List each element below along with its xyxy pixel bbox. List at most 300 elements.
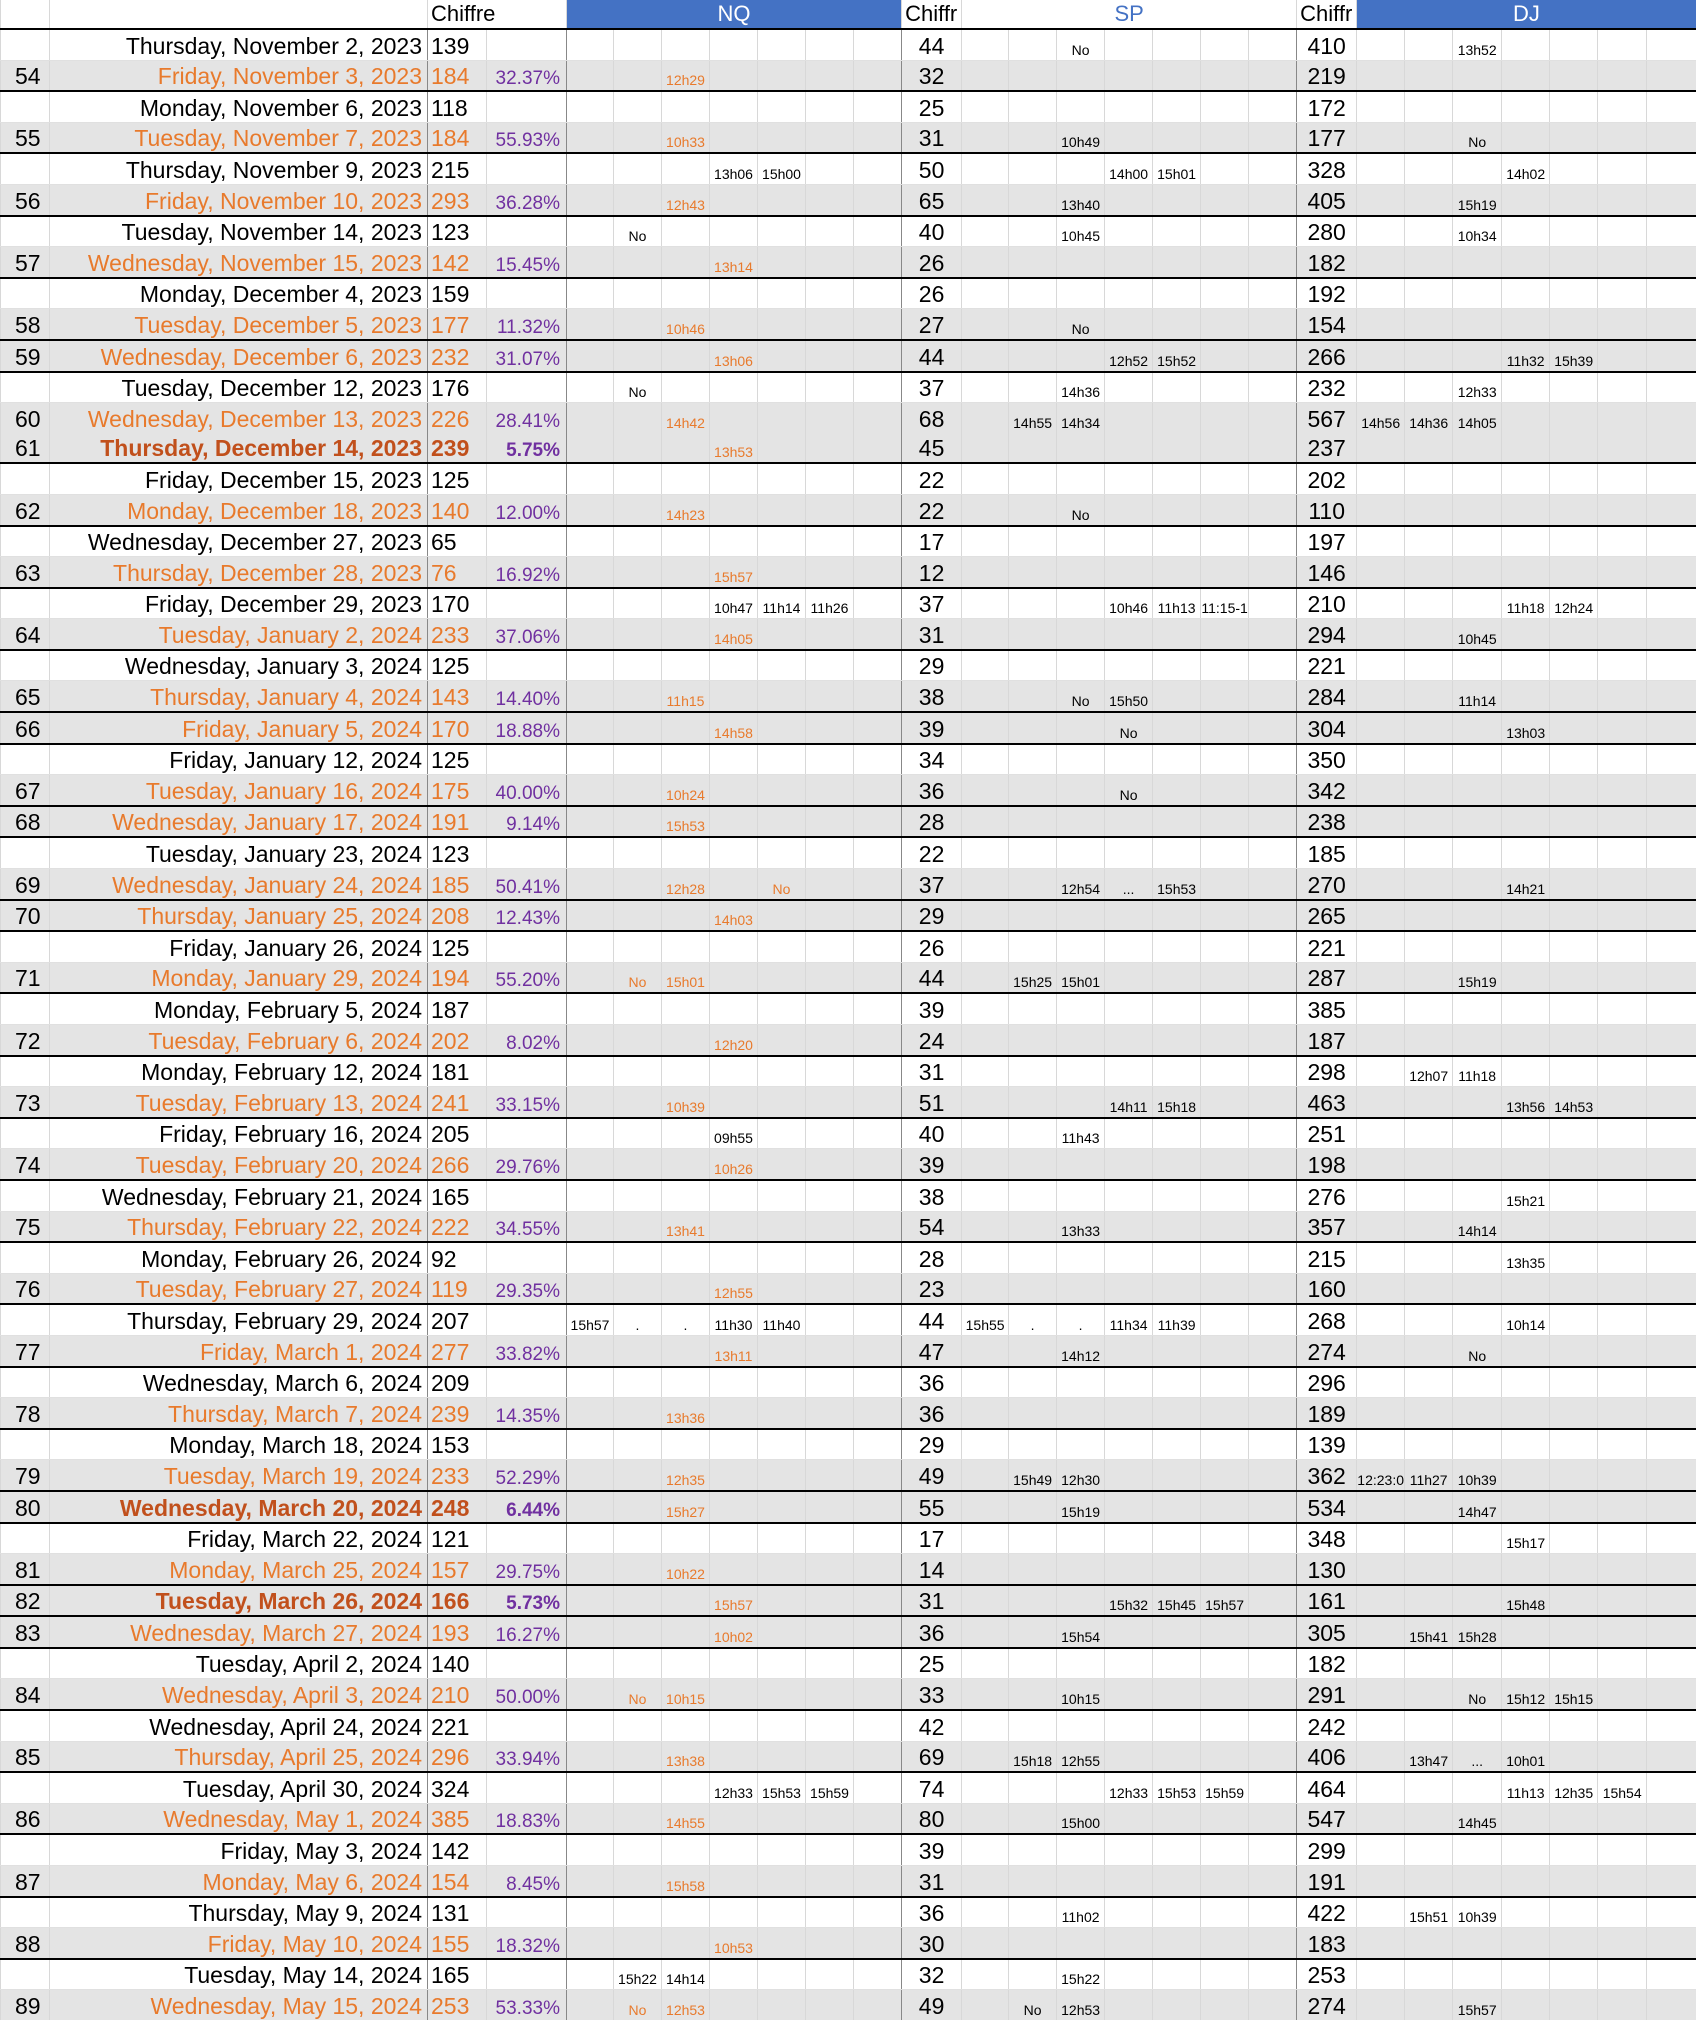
dj-time-cell[interactable] <box>1502 1648 1550 1679</box>
sp-time-cell[interactable] <box>1105 122 1153 153</box>
nq-time-cell[interactable] <box>662 1056 710 1087</box>
sp-time-cell[interactable] <box>962 993 1009 1024</box>
sp-chiffre-cell[interactable]: 38 <box>902 681 962 712</box>
sp-time-cell[interactable] <box>962 153 1009 184</box>
dj-chiffre-cell[interactable]: 185 <box>1297 837 1357 868</box>
sp-time-cell[interactable] <box>1201 1710 1249 1741</box>
sp-time-cell[interactable] <box>1201 962 1249 993</box>
sp-chiffre-cell[interactable]: 74 <box>902 1772 962 1803</box>
percent-cell[interactable]: 55.20% <box>487 962 567 993</box>
sp-time-cell[interactable] <box>962 1959 1009 1990</box>
percent-cell[interactable]: 31.07% <box>487 340 567 372</box>
sp-time-cell[interactable] <box>962 1335 1009 1366</box>
row-number-cell[interactable]: 80 <box>1 1491 50 1523</box>
dj-time-cell[interactable] <box>1502 1367 1550 1398</box>
dj-chiffre-cell[interactable]: 198 <box>1297 1149 1357 1180</box>
sp-time-cell[interactable] <box>1057 1554 1105 1585</box>
dj-time-cell[interactable] <box>1357 184 1405 215</box>
dj-time-cell[interactable] <box>1502 247 1550 278</box>
sp-time-cell[interactable] <box>1249 1304 1297 1335</box>
chiffre-cell[interactable]: 125 <box>428 744 487 775</box>
nq-time-cell[interactable]: 15h00 <box>758 153 806 184</box>
date-cell[interactable]: Thursday, December 14, 2023 <box>50 433 428 464</box>
dj-chiffre-cell[interactable]: 187 <box>1297 1025 1357 1056</box>
sp-time-cell[interactable] <box>1249 1367 1297 1398</box>
sp-time-cell[interactable] <box>1153 806 1201 838</box>
dj-time-cell[interactable] <box>1502 1866 1550 1897</box>
nq-time-cell[interactable] <box>806 278 854 309</box>
chiffre-cell[interactable]: 166 <box>428 1585 487 1617</box>
nq-time-cell[interactable]: 12h29 <box>662 60 710 91</box>
nq-time-cell[interactable] <box>758 681 806 712</box>
nq-time-cell[interactable] <box>758 1959 806 1990</box>
sp-time-cell[interactable] <box>1105 1335 1153 1366</box>
percent-cell[interactable] <box>487 1523 567 1554</box>
nq-time-cell[interactable] <box>806 1087 854 1118</box>
dj-time-cell[interactable] <box>1647 1554 1696 1585</box>
sp-time-cell[interactable]: 14h11 <box>1105 1087 1153 1118</box>
dj-time-cell[interactable] <box>1647 60 1696 91</box>
sp-time-cell[interactable] <box>1249 619 1297 650</box>
dj-time-cell[interactable] <box>1550 1803 1598 1834</box>
dj-time-cell[interactable] <box>1647 1648 1696 1679</box>
row-number-cell[interactable]: 70 <box>1 900 50 932</box>
sp-time-cell[interactable]: 14h34 <box>1057 403 1105 433</box>
dj-time-cell[interactable]: 15h51 <box>1405 1897 1453 1928</box>
percent-cell[interactable]: 9.14% <box>487 806 567 838</box>
nq-time-cell[interactable] <box>710 1990 758 2020</box>
sp-time-cell[interactable] <box>1153 372 1201 403</box>
dj-time-cell[interactable] <box>1647 184 1696 215</box>
row-number-cell[interactable] <box>1 1834 50 1865</box>
nq-time-cell[interactable] <box>758 1398 806 1429</box>
dj-time-cell[interactable]: 10h14 <box>1502 1304 1550 1335</box>
chiffre-cell[interactable]: 157 <box>428 1554 487 1585</box>
sp-time-cell[interactable] <box>1105 806 1153 838</box>
nq-time-cell[interactable] <box>710 806 758 838</box>
dj-time-cell[interactable] <box>1647 1803 1696 1834</box>
sp-time-cell[interactable] <box>1249 1585 1297 1617</box>
dj-chiffre-cell[interactable]: 287 <box>1297 962 1357 993</box>
nq-time-cell[interactable] <box>567 153 614 184</box>
row-number-cell[interactable] <box>1 1772 50 1803</box>
dj-time-cell[interactable] <box>1453 1928 1502 1959</box>
sp-time-cell[interactable] <box>1105 744 1153 775</box>
sp-time-cell[interactable] <box>1249 681 1297 712</box>
nq-time-cell[interactable]: No <box>614 1990 662 2020</box>
nq-time-cell[interactable] <box>567 1554 614 1585</box>
nq-time-cell[interactable] <box>567 1585 614 1617</box>
nq-time-cell[interactable] <box>614 837 662 868</box>
sp-time-cell[interactable] <box>1153 60 1201 91</box>
dj-time-cell[interactable] <box>1405 1772 1453 1803</box>
dj-time-cell[interactable] <box>1598 1180 1647 1211</box>
sp-chiffre-cell[interactable]: 49 <box>902 1460 962 1491</box>
nq-time-cell[interactable] <box>758 340 806 372</box>
row-number-cell[interactable]: 77 <box>1 1335 50 1366</box>
dj-time-cell[interactable] <box>1550 806 1598 838</box>
dj-chiffre-cell[interactable]: 139 <box>1297 1429 1357 1460</box>
sp-time-cell[interactable] <box>1201 60 1249 91</box>
nq-time-cell[interactable] <box>758 1803 806 1834</box>
sp-chiffre-cell[interactable]: 22 <box>902 463 962 494</box>
sp-time-cell[interactable] <box>1057 91 1105 122</box>
nq-time-cell[interactable] <box>758 309 806 340</box>
nq-time-cell[interactable]: 14h42 <box>662 403 710 433</box>
sp-time-cell[interactable] <box>1105 1710 1153 1741</box>
nq-time-cell[interactable] <box>614 619 662 650</box>
sp-time-cell[interactable] <box>1153 1429 1201 1460</box>
nq-time-cell[interactable] <box>758 775 806 806</box>
percent-cell[interactable] <box>487 1118 567 1149</box>
sp-time-cell[interactable] <box>962 712 1009 744</box>
dj-time-cell[interactable] <box>1502 1616 1550 1648</box>
sp-time-cell[interactable] <box>1201 216 1249 247</box>
dj-chiffre-cell[interactable]: 268 <box>1297 1304 1357 1335</box>
dj-time-cell[interactable] <box>1453 494 1502 525</box>
sp-time-cell[interactable]: . <box>1009 1304 1057 1335</box>
sp-time-cell[interactable] <box>1249 837 1297 868</box>
sp-time-cell[interactable] <box>1105 1180 1153 1211</box>
nq-time-cell[interactable] <box>662 1367 710 1398</box>
sp-time-cell[interactable] <box>1009 1616 1057 1648</box>
sp-time-cell[interactable] <box>962 588 1009 619</box>
sp-time-cell[interactable] <box>1201 1180 1249 1211</box>
dj-time-cell[interactable] <box>1405 1118 1453 1149</box>
sp-time-cell[interactable] <box>1057 806 1105 838</box>
sp-chiffre-cell[interactable]: 29 <box>902 900 962 932</box>
percent-cell[interactable]: 33.94% <box>487 1741 567 1772</box>
dj-time-cell[interactable]: No <box>1453 1335 1502 1366</box>
sp-time-cell[interactable] <box>1153 1056 1201 1087</box>
dj-time-cell[interactable] <box>1647 372 1696 403</box>
sp-time-cell[interactable] <box>1105 433 1153 464</box>
sp-time-cell[interactable] <box>1249 1087 1297 1118</box>
nq-time-cell[interactable] <box>662 153 710 184</box>
nq-time-cell[interactable] <box>854 1928 902 1959</box>
dj-time-cell[interactable] <box>1598 1211 1647 1242</box>
sp-time-cell[interactable] <box>1201 557 1249 588</box>
sp-time-cell[interactable] <box>1249 463 1297 494</box>
sp-chiffre-cell[interactable]: 30 <box>902 1928 962 1959</box>
sp-time-cell[interactable] <box>1057 340 1105 372</box>
date-cell[interactable]: Tuesday, May 14, 2024 <box>50 1959 428 1990</box>
dj-time-cell[interactable] <box>1647 993 1696 1024</box>
dj-time-cell[interactable] <box>1598 1523 1647 1554</box>
date-cell[interactable]: Tuesday, February 13, 2024 <box>50 1087 428 1118</box>
date-cell[interactable]: Monday, December 4, 2023 <box>50 278 428 309</box>
header-dj[interactable]: DJ <box>1357 0 1696 29</box>
nq-time-cell[interactable] <box>614 1335 662 1366</box>
percent-cell[interactable]: 8.02% <box>487 1025 567 1056</box>
chiffre-cell[interactable]: 123 <box>428 216 487 247</box>
sp-time-cell[interactable] <box>1249 1025 1297 1056</box>
nq-time-cell[interactable] <box>854 278 902 309</box>
sp-time-cell[interactable] <box>1153 837 1201 868</box>
sp-time-cell[interactable]: 12h54 <box>1057 869 1105 900</box>
sp-time-cell[interactable] <box>1249 216 1297 247</box>
sp-chiffre-cell[interactable]: 33 <box>902 1679 962 1710</box>
dj-time-cell[interactable] <box>1598 1897 1647 1928</box>
dj-time-cell[interactable]: 15h15 <box>1550 1679 1598 1710</box>
dj-chiffre-cell[interactable]: 298 <box>1297 1056 1357 1087</box>
nq-time-cell[interactable] <box>710 1367 758 1398</box>
sp-time-cell[interactable] <box>962 1211 1009 1242</box>
dj-time-cell[interactable] <box>1647 1056 1696 1087</box>
dj-time-cell[interactable] <box>1598 712 1647 744</box>
nq-time-cell[interactable]: No <box>758 869 806 900</box>
sp-chiffre-cell[interactable]: 26 <box>902 931 962 962</box>
dj-time-cell[interactable] <box>1357 1398 1405 1429</box>
sp-chiffre-cell[interactable]: 32 <box>902 1959 962 1990</box>
nq-time-cell[interactable] <box>710 1897 758 1928</box>
sp-chiffre-cell[interactable]: 22 <box>902 837 962 868</box>
nq-time-cell[interactable] <box>567 869 614 900</box>
nq-time-cell[interactable] <box>758 526 806 557</box>
dj-time-cell[interactable] <box>1357 557 1405 588</box>
dj-time-cell[interactable]: 15h39 <box>1550 340 1598 372</box>
nq-time-cell[interactable] <box>567 184 614 215</box>
dj-time-cell[interactable] <box>1453 588 1502 619</box>
dj-time-cell[interactable] <box>1502 837 1550 868</box>
dj-time-cell[interactable] <box>1405 340 1453 372</box>
dj-time-cell[interactable]: 12:23:0 <box>1357 1460 1405 1491</box>
nq-time-cell[interactable] <box>758 278 806 309</box>
nq-time-cell[interactable]: 13h06 <box>710 340 758 372</box>
dj-time-cell[interactable] <box>1647 1959 1696 1990</box>
sp-time-cell[interactable] <box>1105 1679 1153 1710</box>
nq-time-cell[interactable] <box>567 1242 614 1273</box>
sp-time-cell[interactable] <box>1249 1149 1297 1180</box>
sp-time-cell[interactable] <box>1153 1834 1201 1865</box>
sp-time-cell[interactable] <box>1153 993 1201 1024</box>
sp-time-cell[interactable]: 11h02 <box>1057 1897 1105 1928</box>
date-cell[interactable]: Thursday, February 29, 2024 <box>50 1304 428 1335</box>
dj-chiffre-cell[interactable]: 172 <box>1297 91 1357 122</box>
dj-time-cell[interactable] <box>1502 494 1550 525</box>
row-number-cell[interactable] <box>1 463 50 494</box>
nq-time-cell[interactable] <box>710 29 758 60</box>
sp-time-cell[interactable] <box>1249 1616 1297 1648</box>
sp-time-cell[interactable] <box>1105 900 1153 932</box>
dj-time-cell[interactable] <box>1550 1710 1598 1741</box>
sp-time-cell[interactable] <box>1057 650 1105 681</box>
sp-time-cell[interactable] <box>962 1648 1009 1679</box>
dj-time-cell[interactable] <box>1357 806 1405 838</box>
sp-time-cell[interactable] <box>1009 29 1057 60</box>
dj-time-cell[interactable] <box>1453 1398 1502 1429</box>
sp-time-cell[interactable]: 15h54 <box>1057 1616 1105 1648</box>
dj-time-cell[interactable] <box>1598 433 1647 464</box>
sp-time-cell[interactable] <box>1249 247 1297 278</box>
nq-time-cell[interactable] <box>614 29 662 60</box>
nq-time-cell[interactable] <box>758 931 806 962</box>
sp-time-cell[interactable] <box>1153 1460 1201 1491</box>
sp-time-cell[interactable] <box>1009 619 1057 650</box>
nq-time-cell[interactable] <box>710 278 758 309</box>
dj-time-cell[interactable]: 13h52 <box>1453 29 1502 60</box>
dj-time-cell[interactable] <box>1357 869 1405 900</box>
date-cell[interactable]: Monday, March 25, 2024 <box>50 1554 428 1585</box>
sp-time-cell[interactable] <box>1201 1429 1249 1460</box>
dj-time-cell[interactable] <box>1502 962 1550 993</box>
row-number-cell[interactable] <box>1 931 50 962</box>
sp-time-cell[interactable] <box>962 869 1009 900</box>
nq-time-cell[interactable] <box>758 1180 806 1211</box>
sp-time-cell[interactable]: 15h19 <box>1057 1491 1105 1523</box>
dj-chiffre-cell[interactable]: 182 <box>1297 1648 1357 1679</box>
dj-time-cell[interactable] <box>1357 1710 1405 1741</box>
nq-time-cell[interactable] <box>614 1772 662 1803</box>
sp-time-cell[interactable] <box>1057 1025 1105 1056</box>
sp-time-cell[interactable] <box>1105 1025 1153 1056</box>
dj-time-cell[interactable] <box>1598 993 1647 1024</box>
dj-chiffre-cell[interactable]: 464 <box>1297 1772 1357 1803</box>
sp-time-cell[interactable]: No <box>1009 1990 1057 2020</box>
sp-time-cell[interactable] <box>962 122 1009 153</box>
sp-time-cell[interactable]: 15h57 <box>1201 1585 1249 1617</box>
sp-time-cell[interactable] <box>1249 1959 1297 1990</box>
sp-time-cell[interactable] <box>1201 526 1249 557</box>
sp-time-cell[interactable]: 15h22 <box>1057 1959 1105 1990</box>
percent-cell[interactable]: 15.45% <box>487 247 567 278</box>
percent-cell[interactable] <box>487 1304 567 1335</box>
nq-time-cell[interactable] <box>662 619 710 650</box>
sp-chiffre-cell[interactable]: 25 <box>902 1648 962 1679</box>
dj-time-cell[interactable] <box>1357 1585 1405 1617</box>
percent-cell[interactable] <box>487 931 567 962</box>
nq-time-cell[interactable] <box>710 1491 758 1523</box>
dj-time-cell[interactable] <box>1405 1959 1453 1990</box>
date-cell[interactable]: Wednesday, December 27, 2023 <box>50 526 428 557</box>
dj-chiffre-cell[interactable]: 350 <box>1297 744 1357 775</box>
percent-cell[interactable]: 33.82% <box>487 1335 567 1366</box>
nq-time-cell[interactable] <box>614 494 662 525</box>
nq-time-cell[interactable] <box>710 1523 758 1554</box>
date-cell[interactable]: Thursday, November 9, 2023 <box>50 153 428 184</box>
date-cell[interactable]: Tuesday, January 23, 2024 <box>50 837 428 868</box>
nq-time-cell[interactable] <box>710 1834 758 1865</box>
chiffre-cell[interactable]: 143 <box>428 681 487 712</box>
nq-time-cell[interactable] <box>806 1180 854 1211</box>
nq-time-cell[interactable] <box>567 309 614 340</box>
sp-time-cell[interactable] <box>962 931 1009 962</box>
sp-time-cell[interactable] <box>1105 463 1153 494</box>
sp-chiffre-cell[interactable]: 40 <box>902 1118 962 1149</box>
nq-time-cell[interactable] <box>567 1741 614 1772</box>
sp-time-cell[interactable]: 14h55 <box>1009 403 1057 433</box>
sp-time-cell[interactable]: No <box>1105 775 1153 806</box>
nq-time-cell[interactable] <box>854 1056 902 1087</box>
sp-time-cell[interactable] <box>962 1523 1009 1554</box>
sp-time-cell[interactable] <box>1153 216 1201 247</box>
row-number-cell[interactable]: 88 <box>1 1928 50 1959</box>
sp-time-cell[interactable] <box>1057 1087 1105 1118</box>
date-cell[interactable]: Friday, May 10, 2024 <box>50 1928 428 1959</box>
sp-time-cell[interactable] <box>1153 619 1201 650</box>
dj-time-cell[interactable] <box>1598 1056 1647 1087</box>
nq-time-cell[interactable] <box>567 931 614 962</box>
sp-time-cell[interactable] <box>962 60 1009 91</box>
nq-time-cell[interactable] <box>567 1897 614 1928</box>
nq-time-cell[interactable]: 15h59 <box>806 1772 854 1803</box>
sp-time-cell[interactable] <box>1201 744 1249 775</box>
nq-time-cell[interactable] <box>758 837 806 868</box>
dj-time-cell[interactable]: 14h05 <box>1453 403 1502 433</box>
sp-time-cell[interactable] <box>1057 1273 1105 1304</box>
dj-time-cell[interactable] <box>1647 1335 1696 1366</box>
dj-time-cell[interactable] <box>1453 650 1502 681</box>
sp-time-cell[interactable] <box>1105 1242 1153 1273</box>
sp-time-cell[interactable] <box>1249 1648 1297 1679</box>
sp-time-cell[interactable]: 13h40 <box>1057 184 1105 215</box>
sp-time-cell[interactable] <box>1009 1897 1057 1928</box>
dj-time-cell[interactable]: 12h33 <box>1453 372 1502 403</box>
sp-chiffre-cell[interactable]: 44 <box>902 340 962 372</box>
nq-time-cell[interactable] <box>567 1398 614 1429</box>
nq-time-cell[interactable] <box>614 433 662 464</box>
sp-time-cell[interactable] <box>1153 1523 1201 1554</box>
nq-time-cell[interactable]: 15h58 <box>662 1866 710 1897</box>
sp-time-cell[interactable] <box>962 681 1009 712</box>
sp-time-cell[interactable] <box>1201 681 1249 712</box>
nq-time-cell[interactable]: 10h15 <box>662 1679 710 1710</box>
sp-time-cell[interactable]: 11h43 <box>1057 1118 1105 1149</box>
sp-time-cell[interactable] <box>1249 588 1297 619</box>
sp-time-cell[interactable] <box>1201 278 1249 309</box>
nq-time-cell[interactable] <box>854 650 902 681</box>
nq-time-cell[interactable] <box>567 403 614 433</box>
dj-time-cell[interactable] <box>1405 526 1453 557</box>
sp-time-cell[interactable] <box>1105 1554 1153 1585</box>
nq-time-cell[interactable] <box>662 1928 710 1959</box>
nq-time-cell[interactable]: 11h26 <box>806 588 854 619</box>
date-cell[interactable]: Thursday, February 22, 2024 <box>50 1211 428 1242</box>
dj-time-cell[interactable]: 15h41 <box>1405 1616 1453 1648</box>
nq-time-cell[interactable] <box>758 1429 806 1460</box>
nq-time-cell[interactable] <box>567 278 614 309</box>
dj-time-cell[interactable] <box>1598 1741 1647 1772</box>
row-number-cell[interactable]: 63 <box>1 557 50 588</box>
nq-time-cell[interactable] <box>567 744 614 775</box>
nq-time-cell[interactable] <box>614 712 662 744</box>
dj-time-cell[interactable]: 14h45 <box>1453 1803 1502 1834</box>
dj-time-cell[interactable] <box>1647 1180 1696 1211</box>
sp-time-cell[interactable]: 15h01 <box>1153 153 1201 184</box>
sp-time-cell[interactable] <box>962 744 1009 775</box>
date-cell[interactable]: Wednesday, January 3, 2024 <box>50 650 428 681</box>
sp-time-cell[interactable] <box>1105 1273 1153 1304</box>
dj-time-cell[interactable] <box>1598 494 1647 525</box>
sp-time-cell[interactable] <box>1105 60 1153 91</box>
sp-time-cell[interactable] <box>1201 433 1249 464</box>
row-number-cell[interactable]: 71 <box>1 962 50 993</box>
nq-time-cell[interactable]: 13h11 <box>710 1335 758 1366</box>
dj-time-cell[interactable] <box>1502 309 1550 340</box>
dj-time-cell[interactable]: 14h53 <box>1550 1087 1598 1118</box>
dj-time-cell[interactable]: 10h34 <box>1453 216 1502 247</box>
dj-time-cell[interactable] <box>1453 1087 1502 1118</box>
dj-time-cell[interactable] <box>1453 931 1502 962</box>
nq-time-cell[interactable] <box>710 993 758 1024</box>
nq-time-cell[interactable] <box>854 494 902 525</box>
dj-time-cell[interactable]: 13h03 <box>1502 712 1550 744</box>
nq-time-cell[interactable]: 14h14 <box>662 1959 710 1990</box>
date-cell[interactable]: Monday, November 6, 2023 <box>50 91 428 122</box>
nq-time-cell[interactable] <box>806 775 854 806</box>
dj-time-cell[interactable] <box>1405 372 1453 403</box>
dj-time-cell[interactable] <box>1647 1741 1696 1772</box>
